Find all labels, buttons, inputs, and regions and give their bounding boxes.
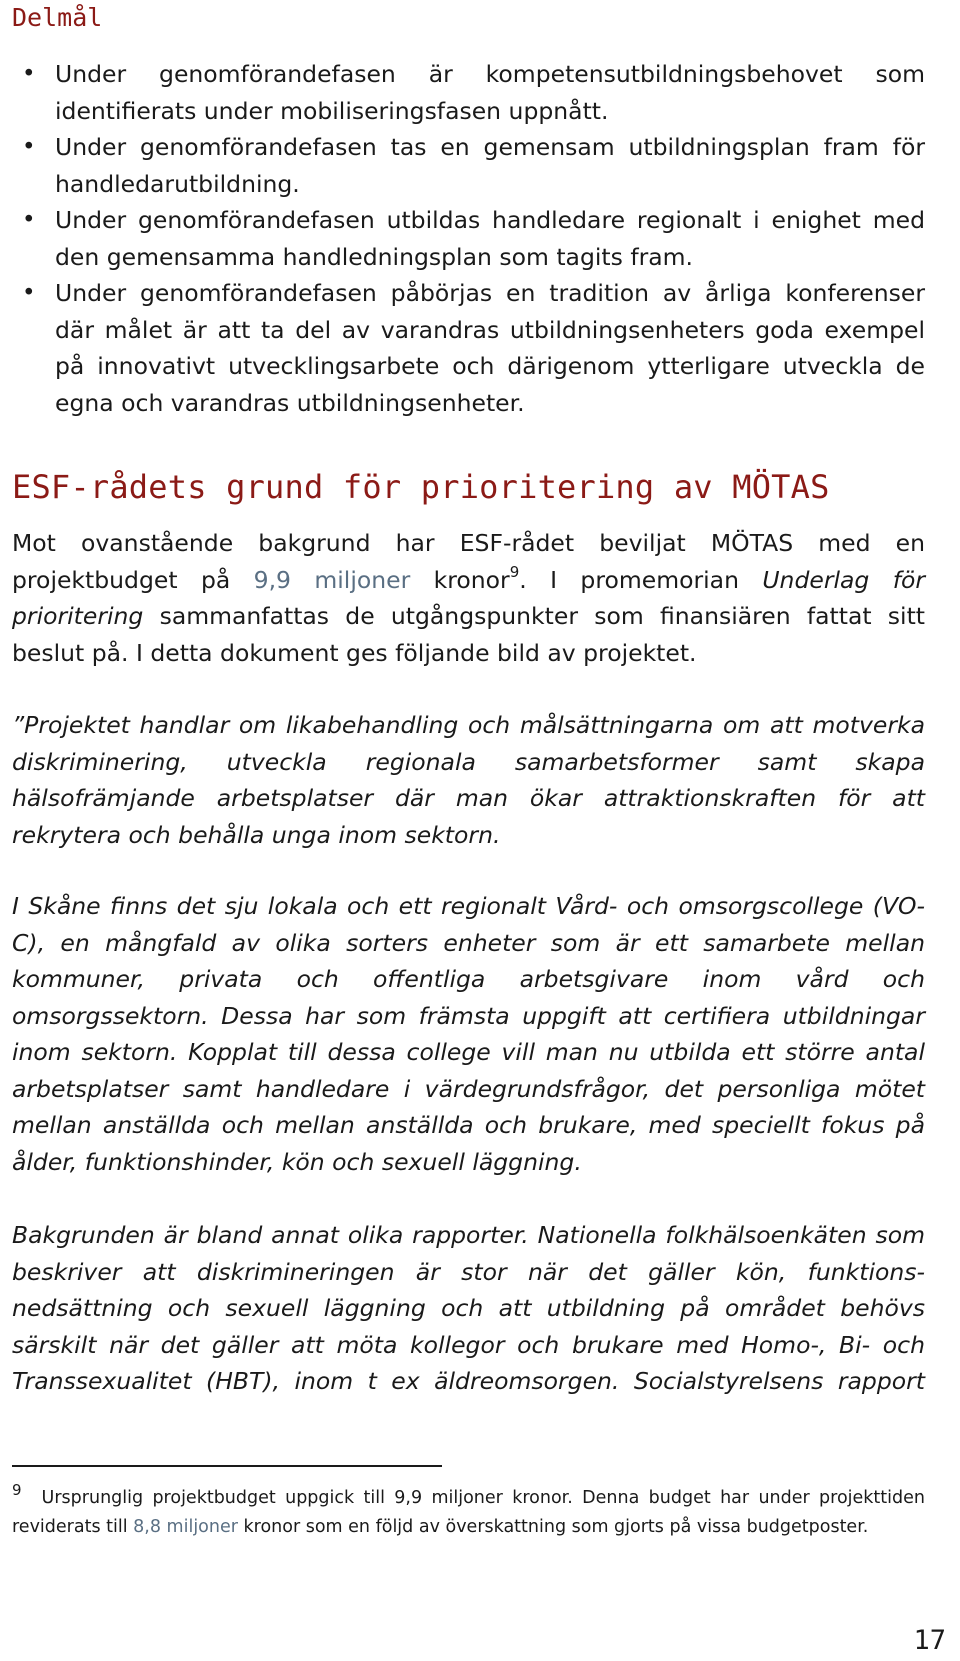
list-item xyxy=(0,56,925,129)
promemoria-title: Underlag för prioritering xyxy=(12,565,926,630)
list-item xyxy=(0,129,925,202)
footnote-number: 9 xyxy=(12,1481,22,1499)
page-number: 17 xyxy=(913,1625,946,1656)
goals-list xyxy=(0,56,925,421)
budget-amount: 9,9 miljoner xyxy=(253,565,411,594)
quote-paragraph-3: Bakgrunden är bland annat olika rapporter. Nationella folkhälsoenkäten som beskriver att diskrimineringen är stor när det gäller kön, funktions-nedsättning och sexuell läggning och att utbildning på området behövs särskilt när det gäller att möta kollegor och brukare med Homo-, Bi- och Transsexualitet (HBT), inom t ex äldreomsorgen. Socialstyrelsens rapport xyxy=(12,1221,925,1395)
bullet-icon: • xyxy=(22,134,36,160)
delmal-heading: Delmål xyxy=(12,3,103,32)
goal-text: Under genomförandefasen är kompetensutbildningsbehovet som identifierats under mobiliseringsfasen uppnått. xyxy=(55,60,925,125)
footnote-text-a: Ursprunglig projektbudget uppgick till 9,9 miljoner kronor. Denna budget har under projekttiden reviderats till xyxy=(12,1488,925,1537)
goal-text: Under genomförandefasen påbörjas en tradition av årliga konferenser där målet är att ta del av varandras utbildningsenheters goda exempel på innovativt utvecklingsarbete och därigenom ytterligare utveckla de egna och varandras utbildningsenheter. xyxy=(55,279,925,417)
esf-text-a: Mot ovanstående bakgrund har ESF-rådet beviljat MÖTAS med en projektbudget på xyxy=(12,529,925,594)
footnote-divider xyxy=(12,1465,442,1467)
esf-text-d: sammanfattas de utgångspunkter som finansiären fattat sitt beslut på. I detta dokument ges följande bild av projektet. xyxy=(12,602,925,667)
bullet-icon: • xyxy=(22,61,36,87)
bullet-icon: • xyxy=(22,207,36,233)
goal-text: Under genomförandefasen tas en gemensam utbildningsplan fram för handledarutbildning. xyxy=(55,133,925,198)
goal-text: Under genomförandefasen utbildas handledare regionalt i enighet med den gemensamma handledningsplan som tagits fram. xyxy=(55,206,925,271)
esf-text-c: . I promemorian xyxy=(519,565,763,594)
footnote xyxy=(12,1481,925,1542)
footnote-ref[interactable]: 9 xyxy=(509,562,520,581)
bullet-icon: • xyxy=(22,280,36,306)
quote-paragraph-2: I Skåne finns det sju lokala och ett regionalt Vård- och omsorgscollege (VO-C), en mångfald av olika sorters enheter som är ett samarbete mellan kommuner, privata och offentliga arbetsgivare inom vård och omsorgssektorn. Dessa har som främsta uppgift att certifiera utbildningar inom sektorn. Kopplat till dessa college vill man nu utbilda ett större antal arbetsplatser samt handledare i värdegrundsfrågor, det personliga mötet mellan anställda och mellan anställda och brukare, med speciellt fokus på ålder, funktionshinder, kön och sexuell läggning. xyxy=(12,892,925,1176)
esf-text-b: kronor xyxy=(410,565,510,594)
quote-paragraph-1: ”Projektet handlar om likabehandling och målsättningarna om att motverka diskriminering, utveckla regionala samarbetsformer samt skapa hälsofrämjande arbetsplatser där man ökar attraktionskraften för att rekrytera och behålla unga inom sektorn. xyxy=(12,711,925,849)
list-item xyxy=(0,202,925,275)
revised-amount: 8,8 miljoner xyxy=(133,1517,238,1537)
footnote-text-b: kronor som en följd av överskattning som gjorts på vissa budgetposter. xyxy=(237,1517,869,1537)
list-item xyxy=(0,275,925,421)
esf-paragraph xyxy=(12,525,925,671)
esf-heading: ESF-rådets grund för prioritering av MÖTAS xyxy=(12,468,830,506)
